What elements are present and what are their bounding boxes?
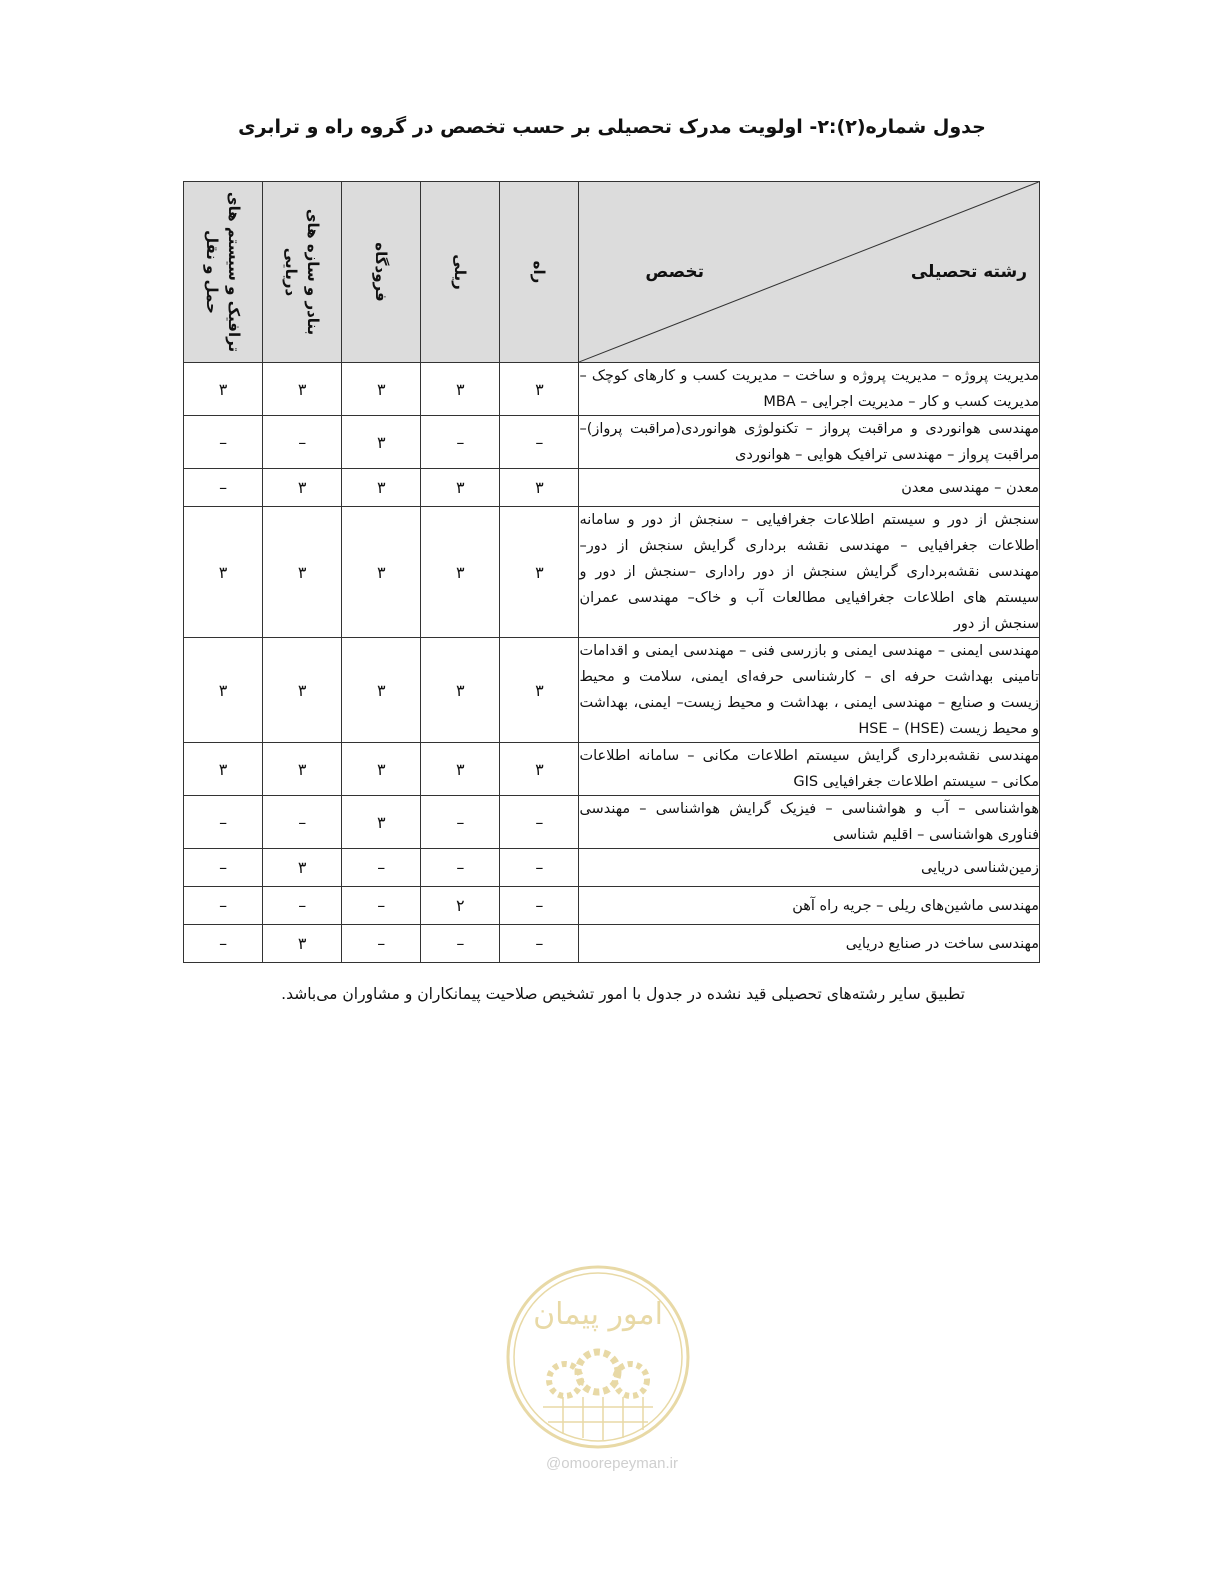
- value-cell: ۳: [184, 638, 263, 743]
- value-cell: ۳: [342, 638, 421, 743]
- value-cell: ۳: [184, 743, 263, 796]
- value-cell: –: [184, 849, 263, 887]
- table-title: جدول شماره(۲):۲- اولویت مدرک تحصیلی بر حسب تخصص در گروه راه و ترابری: [238, 116, 986, 138]
- field-cell: مهندسی ساخت در صنایع دریایی: [579, 925, 1040, 963]
- field-cell: مهندسی ایمنی – مهندسی ایمنی و بازرسی فنی – مهندسی ایمنی و اقدامات تامینی بهداشت حرفه ای – کارشناسی حرفه‌ای ایمنی، سلامت و محیط زیست و صنایع – مهندسی ایمنی ، بهداشت و محیط زیست– ایمنی، بهداشت و محیط زیست (HSE) – HSE: [579, 638, 1040, 743]
- value-cell: –: [500, 796, 579, 849]
- value-cell: ۳: [342, 416, 421, 469]
- value-cell: ۳: [263, 638, 342, 743]
- value-cell: –: [263, 887, 342, 925]
- value-cell: –: [184, 925, 263, 963]
- value-cell: ۳: [500, 363, 579, 416]
- value-cell: ۳: [184, 363, 263, 416]
- value-cell: –: [421, 925, 500, 963]
- field-cell: معدن – مهندسی معدن: [579, 469, 1040, 507]
- table-row: [184, 743, 1040, 796]
- value-cell: ۳: [263, 849, 342, 887]
- field-cell: مهندسی نقشه‌برداری گرایش سیستم اطلاعات مکانی – سامانه اطلاعات مکانی – سیستم اطلاعات جغرافیایی GIS: [579, 743, 1040, 796]
- value-cell: ۳: [263, 743, 342, 796]
- value-cell: ۳: [421, 743, 500, 796]
- field-cell: مهندسی هوانوردی و مراقبت پرواز – تکنولوژی هوانوردی(مراقبت پرواز)– مراقبت پرواز – مهندسی ترافیک هوایی – هوانوردی: [579, 416, 1040, 469]
- value-cell: –: [421, 796, 500, 849]
- specialty-label: تخصص: [645, 262, 704, 282]
- field-cell: سنجش از دور و سیستم اطلاعات جغرافیایی – سنجش از دور و سامانه اطلاعات جغرافیایی – مهندسی نقشه برداری گرایش سنجش از دور– مهندسی نقشه‌برداری گرایش سنجش از دور راداری –سنجش از دور و سیستم های اطلاعات جغرافیایی مطالعات آب و خاک– مهندسی عمران سنجش از دور: [579, 507, 1040, 638]
- col-header-airport: فرودگاه: [342, 182, 421, 363]
- value-cell: ۳: [500, 469, 579, 507]
- table-row: [184, 363, 1040, 416]
- table-row: [184, 469, 1040, 507]
- watermark-logo: [503, 1262, 693, 1452]
- value-cell: ۳: [500, 743, 579, 796]
- value-cell: –: [500, 925, 579, 963]
- value-cell: ۳: [421, 363, 500, 416]
- value-cell: ۳: [263, 469, 342, 507]
- value-cell: –: [342, 925, 421, 963]
- table-row: [184, 925, 1040, 963]
- table-row: [184, 849, 1040, 887]
- priority-table: [183, 181, 1040, 963]
- field-cell: زمین‌شناسی دریایی: [579, 849, 1040, 887]
- field-cell: هواشناسی – آب و هواشناسی – فیزیک گرایش هواشناسی – مهندسی فناوری هواشناسی – اقلیم شناسی: [579, 796, 1040, 849]
- table-row: [184, 416, 1040, 469]
- value-cell: –: [500, 416, 579, 469]
- value-cell: ۳: [184, 507, 263, 638]
- footnote: تطبیق سایر رشته‌های تحصیلی قید نشده در جدول با امور تشخیص صلاحیت پیمانکاران و مشاوران می‌باشد.: [281, 985, 965, 1003]
- value-cell: –: [263, 796, 342, 849]
- value-cell: ۳: [263, 363, 342, 416]
- value-cell: –: [184, 796, 263, 849]
- col-header-ports: بنادر و سازه های دریایی: [263, 182, 342, 363]
- value-cell: ۳: [500, 507, 579, 638]
- col-header-road: راه: [500, 182, 579, 363]
- field-label: رشته تحصیلی: [910, 262, 1027, 282]
- table-row: [184, 507, 1040, 638]
- value-cell: ۳: [263, 507, 342, 638]
- logo-text: امور پیمان: [533, 1297, 663, 1332]
- value-cell: ۳: [263, 925, 342, 963]
- value-cell: ۳: [342, 507, 421, 638]
- watermark-site: @omoorepeyman.ir: [546, 1455, 678, 1472]
- value-cell: ۳: [342, 363, 421, 416]
- field-cell: مدیریت پروژه – مدیریت پروژه و ساخت – مدیریت کسب و کارهای کوچک – مدیریت کسب و کار – مدیریت اجرایی – MBA: [579, 363, 1040, 416]
- value-cell: –: [342, 887, 421, 925]
- value-cell: –: [342, 849, 421, 887]
- value-cell: ۳: [421, 638, 500, 743]
- value-cell: ۳: [342, 743, 421, 796]
- col-header-traffic: ترافیک و سیستم های حمل و نقل: [184, 182, 263, 363]
- value-cell: –: [184, 416, 263, 469]
- value-cell: ۳: [342, 469, 421, 507]
- value-cell: –: [184, 469, 263, 507]
- value-cell: ۳: [421, 507, 500, 638]
- value-cell: ۳: [342, 796, 421, 849]
- header-field-specialty-cell: [579, 182, 1040, 363]
- value-cell: –: [184, 887, 263, 925]
- value-cell: ۳: [421, 469, 500, 507]
- value-cell: –: [500, 887, 579, 925]
- table-row: [184, 887, 1040, 925]
- value-cell: –: [421, 849, 500, 887]
- value-cell: ۲: [421, 887, 500, 925]
- value-cell: –: [500, 849, 579, 887]
- table-row: [184, 638, 1040, 743]
- value-cell: –: [263, 416, 342, 469]
- value-cell: ۳: [500, 638, 579, 743]
- value-cell: –: [421, 416, 500, 469]
- header-row: [184, 182, 1040, 363]
- table-row: [184, 796, 1040, 849]
- field-cell: مهندسی ماشین‌های ریلی – جریه راه آهن: [579, 887, 1040, 925]
- col-header-rail: ریلی: [421, 182, 500, 363]
